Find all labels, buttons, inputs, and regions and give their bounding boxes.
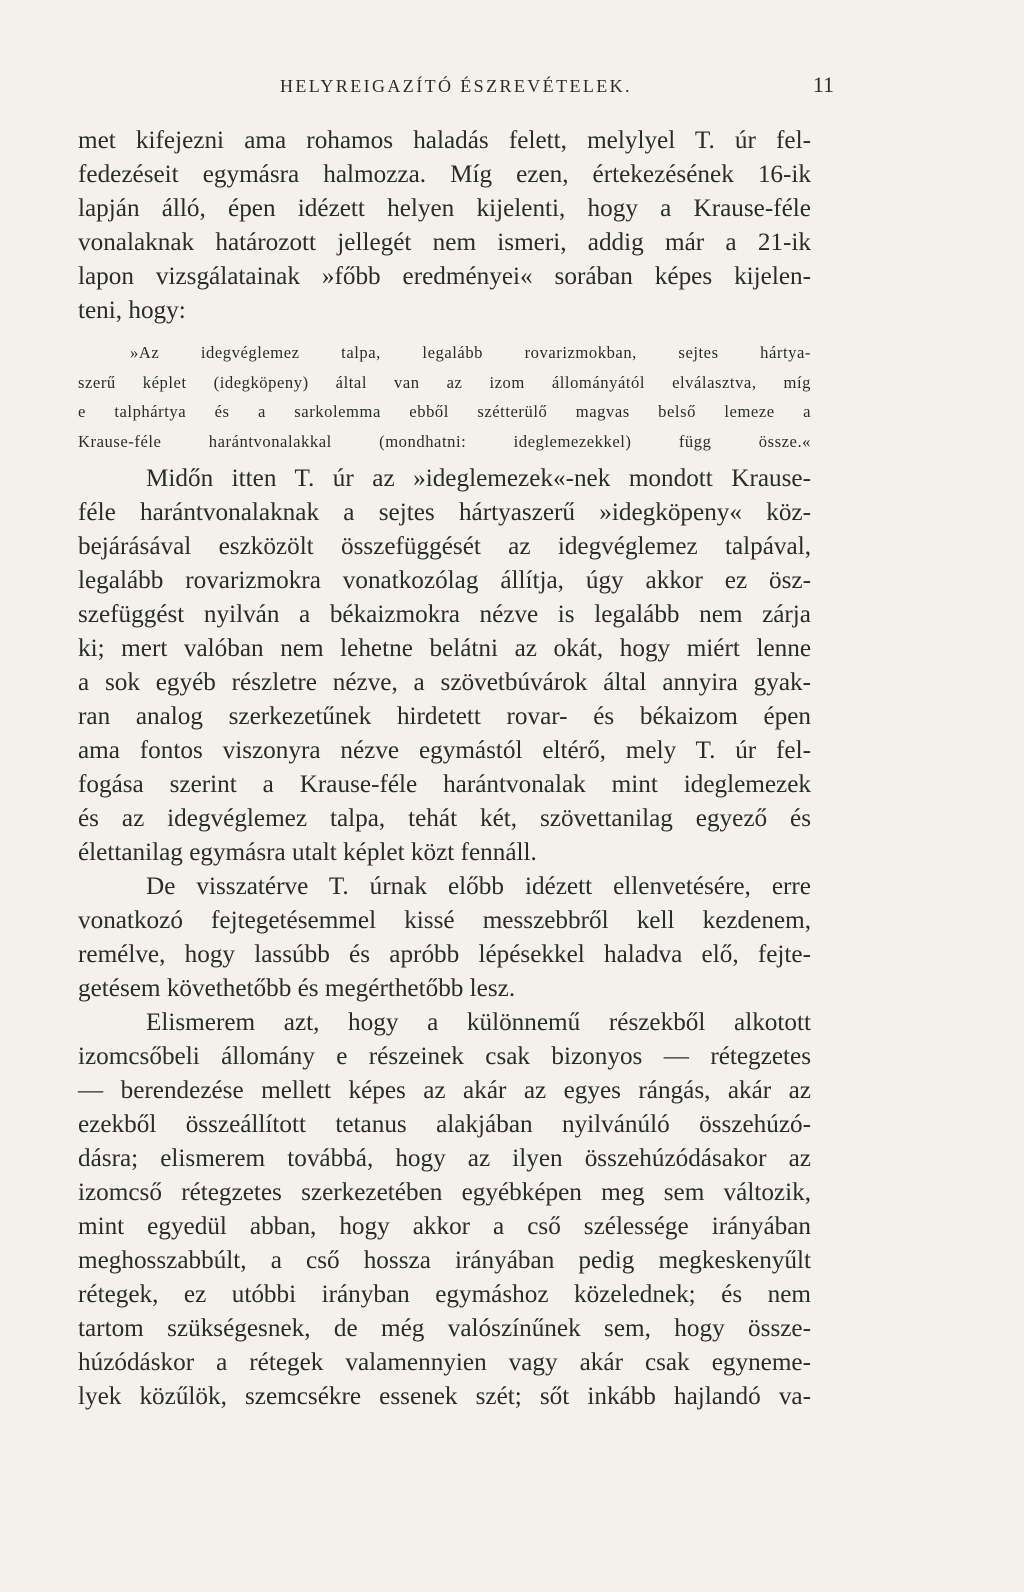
paragraph-2 <box>78 462 811 870</box>
text-line: ama fontos viszonyra nézve egymástól eltérő, mely T. úr fel- <box>78 737 811 764</box>
text-line: és az idegvéglemez talpa, tehát két, szövettanilag egyező és <box>78 805 811 832</box>
text-line: húzódáskor a rétegek valamennyien vagy akár csak egyneme- <box>78 1349 811 1376</box>
text-line: mint egyedül abban, hogy akkor a cső szélessége irányában <box>78 1213 811 1240</box>
text-line: bejárásával eszközölt összefüggését az idegvéglemez talpával, <box>78 533 811 560</box>
text-line: a sok egyéb részletre nézve, a szövetbúvárok által annyira gyak- <box>78 669 811 696</box>
quote-line: Krause-féle harántvonalakkal (mondhatni: ideglemezekkel) függ össze.« <box>78 431 811 451</box>
quote-line: szerű képlet (idegköpeny) által van az izom állományától elválasztva, míg <box>78 372 811 392</box>
text-line: getésem követhetőbb és megérthetőbb lesz. <box>78 975 516 1002</box>
text-line: izomcsőbeli állomány e részeinek csak bizonyos — rétegzetes <box>78 1043 811 1070</box>
text-line: Elismerem azt, hogy a különnemű részekből alkotott <box>146 1009 811 1036</box>
text-line: ki; mert valóban nem lehetne belátni az okát, hogy miért lenne <box>78 635 811 662</box>
text-line: izomcső rétegzetes szerkezetében egyébképen meg sem változik, <box>78 1179 811 1206</box>
text-line: tartom szükségesnek, de még valószínűnek sem, hogy össze- <box>78 1315 811 1342</box>
body-text <box>78 124 811 1414</box>
text-line: rétegek, ez utóbbi irányban egymáshoz közelednek; és nem <box>78 1281 811 1308</box>
text-line: Midőn itten T. úr az »ideglemezek«-nek mondott Krause- <box>146 465 811 492</box>
block-quote <box>78 338 811 456</box>
text-line: élettanilag egymásra utalt képlet közt fennáll. <box>78 839 537 866</box>
text-line: remélve, hogy lassúbb és apróbb lépésekkel haladva elő, fejte- <box>78 941 811 968</box>
text-line: vonatkozó fejtegetésemmel kissé messzebbről kell kezdenem, <box>78 907 811 934</box>
text-line: lapon vizsgálatainak »főbb eredményei« sorában képes kijelen- <box>78 263 811 290</box>
text-line: — berendezése mellett képes az akár az egyes rángás, akár az <box>78 1077 811 1104</box>
paragraph-4 <box>78 1006 811 1414</box>
text-line: De visszatérve T. úrnak előbb idézett ellenvetésére, erre <box>146 873 811 900</box>
text-line: féle harántvonalaknak a sejtes hártyaszerű »idegköpeny« köz- <box>78 499 811 526</box>
text-line: teni, hogy: <box>78 297 186 324</box>
text-line: fedezéseit egymásra halmozza. Míg ezen, értekezésének 16-ik <box>78 161 811 188</box>
text-line: lapján álló, épen idézett helyen kijelenti, hogy a Krause-féle <box>78 195 811 222</box>
text-line: szefüggést nyilván a békaizmokra nézve is legalább nem zárja <box>78 601 811 628</box>
text-line: fogása szerint a Krause-féle harántvonalak mint ideglemezek <box>78 771 811 798</box>
text-line: meghosszabbúlt, a cső hossza irányában pedig megkeskenyűlt <box>78 1247 811 1274</box>
text-line: ezekből összeállított tetanus alakjában nyilvánúló összehúzó- <box>78 1111 811 1138</box>
running-head <box>78 72 834 102</box>
page-number: 11 <box>812 72 834 97</box>
text-line: lyek közűlök, szemcsékre essenek szét; sőt inkább hajlandó va- <box>78 1383 811 1410</box>
text-line: vonalaknak határozott jellegét nem ismeri, addig már a 21-ik <box>78 229 811 256</box>
paragraph-3 <box>78 870 811 1006</box>
quote-line: »Az idegvéglemez talpa, legalább rovarizmokban, sejtes hártya- <box>130 343 811 362</box>
paragraph-1 <box>78 124 811 328</box>
text-line: met kifejezni ama rohamos haladás felett, melylyel T. úr fel- <box>78 127 811 154</box>
text-line: ran analog szerkezetűnek hirdetett rovar- és békaizom épen <box>78 703 811 730</box>
text-line: dásra; elismerem továbbá, hogy az ilyen összehúzódásakor az <box>78 1145 811 1172</box>
quote-line: e talphártya és a sarkolemma ebből szétterülő magvas belső lemeze a <box>78 402 811 421</box>
running-title: HELYREIGAZÍTÓ ÉSZREVÉTELEK. <box>280 76 632 96</box>
text-line: legalább rovarizmokra vonatkozólag állítja, úgy akkor ez ösz- <box>78 567 811 594</box>
